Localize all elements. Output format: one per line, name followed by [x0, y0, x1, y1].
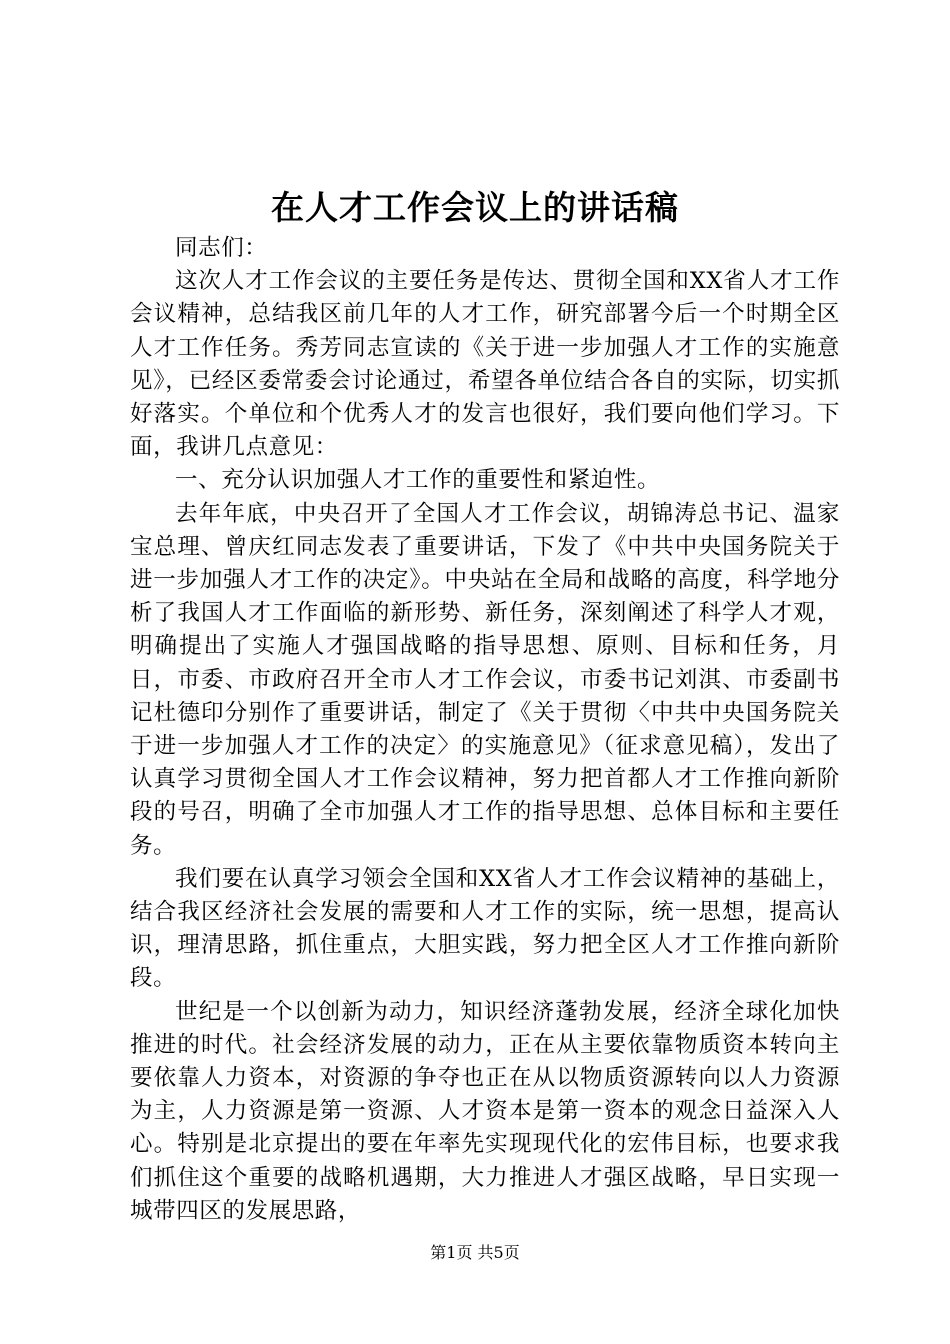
paragraph: 去年年底，中央召开了全国人才工作会议，胡锦涛总书记、温家宝总理、曾庆红同志发表了重要讲话，下发了《中共中央国务院关于进一步加强人才工作的决定》。中央站在全局和战略的高度，科学地分析了我国人才工作面临的新形势、新任务，深刻阐述了科学人才观，明确提出了实施人才强国战略的指导思想、原则、目标和任务，月日，市委、市政府召开全市人才工作会议，市委书记刘淇、市委副书记杜德印分别作了重要讲话，制定了《关于贯彻〈中共中央国务院关于进一步加强人才工作的决定〉的实施意见》（征求意见稿），发出了认真学习贯彻全国人才工作会议精神，努力把首都人才工作推向新阶段的号召，明确了全市加强人才工作的指导思想、总体目标和主要任务。	[130, 500, 840, 859]
section-heading: 一、充分认识加强人才工作的重要性和紧迫性。	[175, 467, 661, 494]
paragraph: 这次人才工作会议的主要任务是传达、贯彻全国和XX省人才工作会议精神，总结我区前几年的人才工作，研究部署今后一个时期全区人才工作任务。秀芳同志宣读的《关于进一步加强人才工作的实施意见》，已经区委常委会讨论通过，希望各单位结合各自的实际，切实抓好落实。个单位和个优秀人才的发言也很好，我们要向他们学习。下面，我讲几点意见：	[130, 268, 840, 461]
paragraph-salutation: 同志们：	[175, 235, 268, 261]
document-title: 在人才工作会议上的讲话稿	[271, 188, 679, 227]
document-body	[130, 232, 840, 1228]
paragraph: 我们要在认真学习领会全国和XX省人才工作会议精神的基础上，结合我区经济社会发展的需要和人才工作的实际，统一思想，提高认识，理清思路，抓住重点，大胆实践，努力把全区人才工作推向新阶段。	[130, 865, 840, 992]
page-number-footer: 第1页 共5页	[430, 1243, 520, 1262]
paragraph: 世纪是一个以创新为动力，知识经济蓬勃发展，经济全球化加快推进的时代。社会经济发展的动力，正在从主要依靠物质资本转向主要依靠人力资本，对资源的争夺也正在从以物质资源转向以人力资源为主，人力资源是第一资源、人才资本是第一资本的观念日益深入人心。特别是北京提出的要在年率先实现现代化的宏伟目标，也要求我们抓住这个重要的战略机遇期，大力推进人才强区战略，早日实现一城带四区的发展思路，	[130, 998, 840, 1224]
